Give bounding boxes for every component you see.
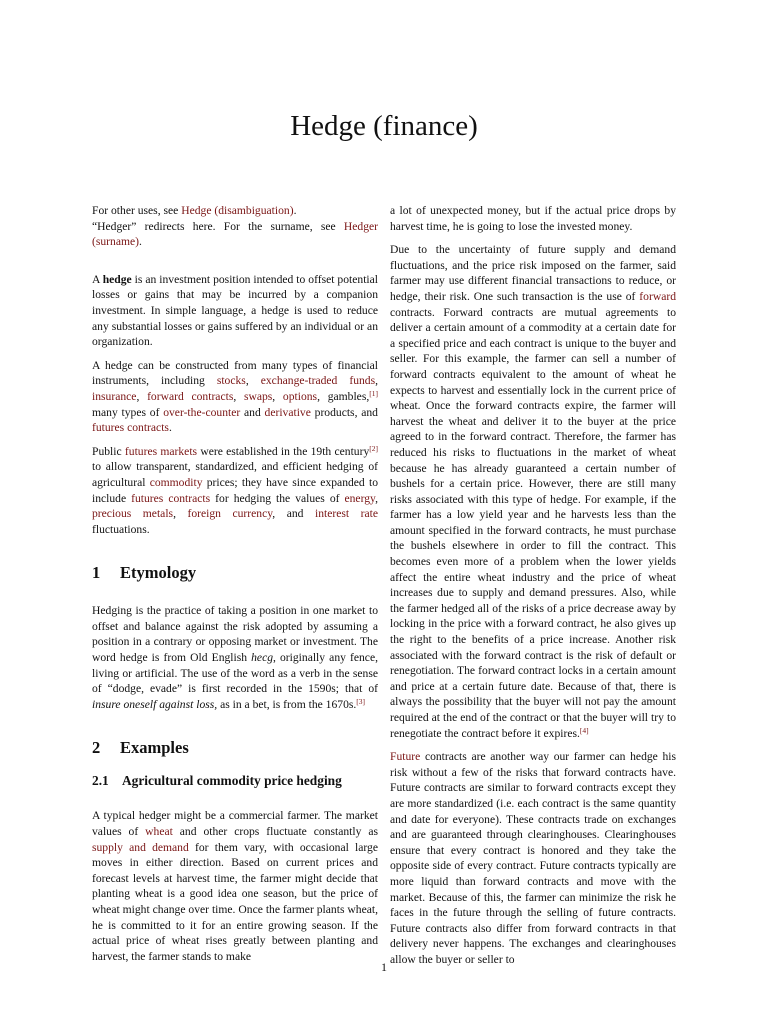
link-foreign-currency[interactable]: foreign currency bbox=[187, 507, 273, 521]
intro-paragraph-3: Public futures markets were established in the 19th century[2] to allow transparent, standardized, and efficient hedging of agricultural commodity prices; they have since expanded to include futures contracts for hedging the values of energy, precious metals, foreign currency, and interest rate fluctuations. bbox=[92, 443, 379, 536]
citation-1[interactable]: [1] bbox=[369, 388, 378, 398]
link-derivative[interactable]: derivative bbox=[264, 405, 311, 419]
link-hedger-surname[interactable]: Hedger (surname) bbox=[92, 219, 378, 249]
link-supply-and-demand[interactable]: supply and demand bbox=[92, 840, 189, 854]
section-heading-etymology: 1 Etymology bbox=[92, 563, 197, 583]
link-interest-rate[interactable]: interest rate bbox=[314, 507, 378, 521]
link-future[interactable]: Future bbox=[390, 750, 421, 764]
link-options[interactable]: options bbox=[282, 389, 318, 403]
left-column bbox=[92, 203, 378, 972]
right-column bbox=[390, 203, 676, 976]
page-title: Hedge (finance) bbox=[290, 110, 478, 142]
etymology-paragraph: Hedging is the practice of taking a position in one market to offset and balance against the risk adopted by assuming a position in a contrary or opposing market or investment. The word hedge is from Old English hecg, originally any fence, living or artificial. The use of the word as a verb in the sense of “dodge, evade” is first recorded in the 1590s; that of insure oneself against loss, as in a bet, is from the 1670s.[3] bbox=[92, 604, 378, 711]
link-commodity[interactable]: commodity bbox=[149, 475, 203, 489]
term-hedge: hedge bbox=[102, 272, 132, 286]
link-swaps[interactable]: swaps bbox=[243, 389, 273, 403]
link-energy[interactable]: energy bbox=[344, 491, 376, 505]
forward-contracts-paragraph: Due to the uncertainty of future supply and demand fluctuations, and the price risk imposed on the farmer, said farmer may use different financial transactions to reduce, or hedge, their risk. One such transaction is the use of forward contracts. Forward contracts are mutual agreements to deliver a certain amount of a commodity at a certain date for a specified price and each contract is unique to the buyer and seller. For this example, the farmer can sell a number of forward contracts equivalent to the amount of wheat he expects to harvest and essentially lock in the current price of wheat. Once the forward contracts expire, the farmer will harvest the wheat and deliver it to the buyer at the price agreed to in the forward contract. Therefore, the farmer has reduced his risks to fluctuations in the market of wheat because he has already guaranteed a certain number of bushels for a certain price. However, there are still many risks associated with this type of hedge. For example, if the farmer has a low yield year and he harvests less than the amount specified in the forward contracts, he must purchase the bushels elsewhere in order to fill the contract. This becomes even more of a problem when the lower yields affect the entire wheat industry and the price of wheat increases due to supply and demand pressures. Also, while the farmer hedged all of the risks of a price decrease away by locking in the price with a forward contract, he also gives up the right to the benefits of a price increase. Another risk associated with the forward contract is the risk of default or renegotiation. The forward contract locks in a certain amount and price at a certain future date. Because of that, there is always the possibility that the buyer will not pay the amount required at the end of the contract or that the buyer will try to renegotiate the contract before it expires.[4] bbox=[390, 243, 676, 740]
agricultural-paragraph: A typical hedger might be a commercial farmer. The market values of wheat and other crops fluctuate constantly as supply and demand for them vary, with occasional large moves in either direction. Based on current prices and forecast levels at harvest time, the farmer might decide that planting wheat is a good idea one season, but the price of wheat might change over time. Once the farmer plants wheat, he is committed to it for an entire growing season. If the actual price of wheat rises greatly between planting and harvest, the farmer stands to make bbox=[92, 809, 378, 963]
future-contracts-paragraph: Future contracts are another way our farmer can hedge his risk without a few of the risks that forward contracts have. Future contracts are similar to forward contracts except they are more standardized (i.e. each contract is the same quantity and date for everyone). These contracts trade on exchanges and are guaranteed through clearinghouses. Clearinghouses ensure that every contract is honored and they take the opposite side of every contract. Future contracts typically are more liquid than forward contracts and move with the market. Because of this, the farmer can minimize the risk he faces in the future through the selling of future contracts. Future contracts also differ from forward contracts in that delivery never happens. The exchanges and clearinghouses allow the buyer or seller to bbox=[390, 750, 676, 966]
citation-4[interactable]: [4] bbox=[579, 725, 589, 735]
citation-3[interactable]: [3] bbox=[356, 696, 366, 706]
intro-paragraph-2: A hedge can be constructed from many types of financial instruments, including stocks, exchange-traded funds, insurance, forward contracts, swaps, options, gambles,[1] many types of over-the-counter and derivative products, and futures contracts. bbox=[92, 358, 379, 435]
hatnote-redirect: “Hedger” redirects here. For the surname, see Hedger (surname). bbox=[92, 219, 378, 249]
link-forward-contracts[interactable]: forward contracts bbox=[147, 389, 234, 403]
link-futures-contracts-2[interactable]: futures contracts bbox=[131, 491, 211, 505]
link-futures-contracts[interactable]: futures contracts bbox=[92, 421, 169, 435]
right-paragraph-continued: a lot of unexpected money, but if the actual price drops by harvest time, he is going to lose the invested money. bbox=[390, 204, 676, 233]
citation-2[interactable]: [2] bbox=[369, 443, 379, 453]
link-insurance[interactable]: insurance bbox=[92, 389, 137, 403]
link-hedge-disambiguation[interactable]: Hedge (disambiguation) bbox=[181, 204, 294, 217]
link-over-the-counter[interactable]: over-the-counter bbox=[163, 405, 241, 419]
link-futures-markets[interactable]: futures markets bbox=[124, 444, 198, 458]
link-etf[interactable]: exchange-traded funds bbox=[260, 374, 376, 388]
link-wheat[interactable]: wheat bbox=[145, 825, 173, 839]
link-stocks[interactable]: stocks bbox=[216, 374, 246, 388]
intro-paragraph-1: A hedge is an investment position intended to offset potential losses or gains that may be incurred by a companion investment. In simple language, a hedge is used to reduce any substantial losses or gains suffered by an individual or an organization. bbox=[92, 272, 378, 349]
page-number: 1 bbox=[381, 960, 387, 974]
hatnote-disambiguation: For other uses, see Hedge (disambiguation). bbox=[92, 204, 297, 217]
link-forward[interactable]: forward bbox=[639, 289, 676, 303]
section-heading-examples: 2 Examples bbox=[92, 738, 189, 758]
subsection-heading-agricultural: 2.1 Agricultural commodity price hedging bbox=[92, 773, 342, 789]
link-precious-metals[interactable]: precious metals bbox=[92, 507, 174, 521]
